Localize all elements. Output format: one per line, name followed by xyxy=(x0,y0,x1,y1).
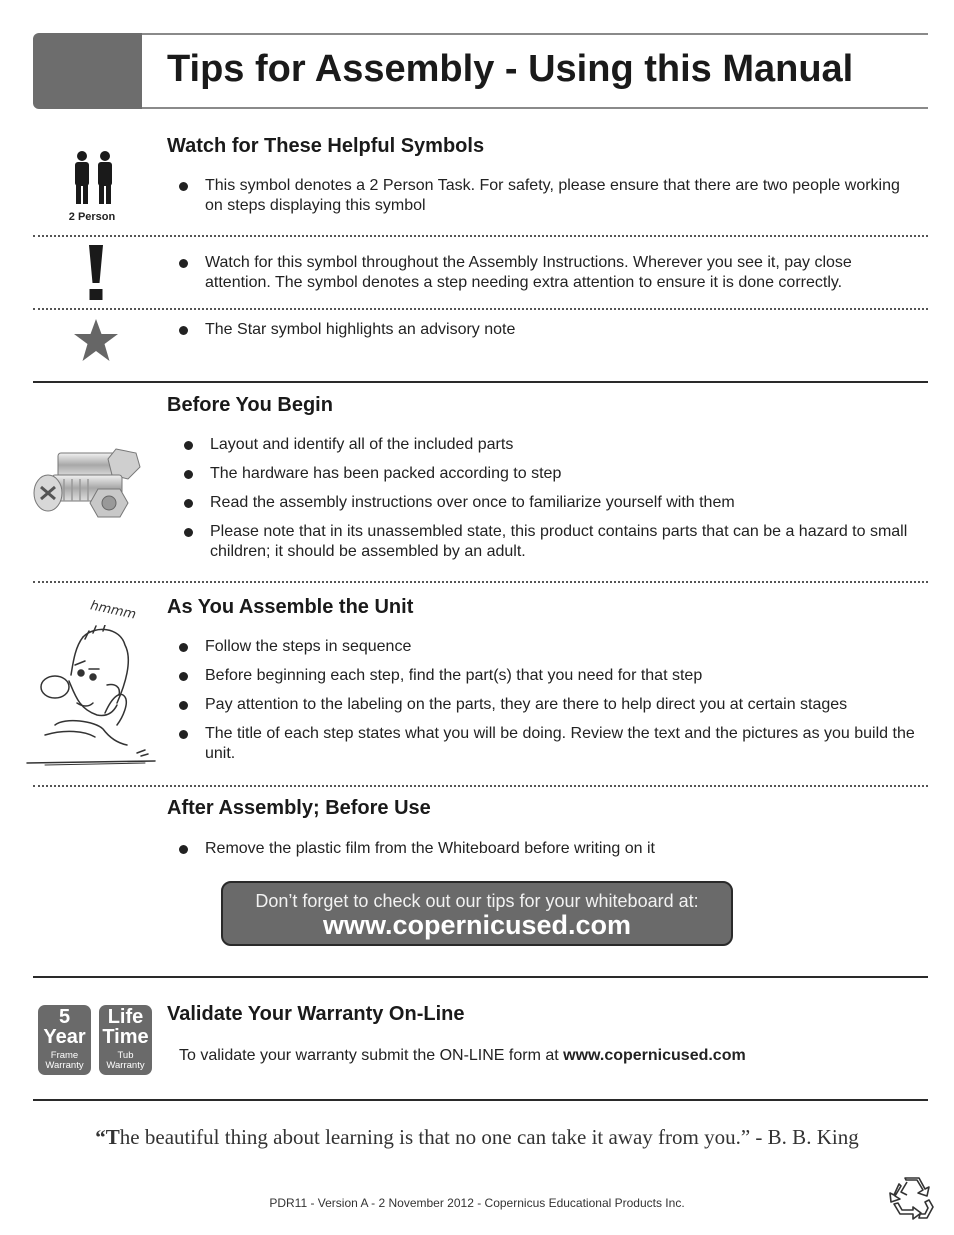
section-divider xyxy=(33,381,928,383)
section-divider xyxy=(33,1099,928,1101)
header-rule-top xyxy=(142,33,928,35)
quote xyxy=(0,1125,954,1150)
badge-line: Life xyxy=(107,1006,144,1028)
star-icon xyxy=(73,318,119,362)
list-item: Pay attention to the labeling on the parts, they are there to help direct you at certain stages xyxy=(205,695,915,715)
header-tab xyxy=(33,33,142,109)
footer-text: PDR11 - Version A - 2 November 2012 - Copernicus Educational Products Inc. xyxy=(269,1196,685,1210)
list-item: Follow the steps in sequence xyxy=(205,637,915,657)
dotted-divider xyxy=(33,581,928,583)
badge-line: Time xyxy=(102,1026,149,1048)
callout-text: Don’t forget to check out our tips for your whiteboard at: xyxy=(255,891,699,911)
website-callout xyxy=(221,881,733,946)
badge-line: Warranty xyxy=(106,1060,145,1071)
header-rule-bottom xyxy=(142,107,928,109)
thinking-boy-icon xyxy=(25,625,160,770)
quote-first-letter: “T xyxy=(95,1125,120,1149)
page-title: Tips for Assembly - Using this Manual xyxy=(167,48,854,90)
hardware-icon xyxy=(28,445,144,523)
badge-line: Warranty xyxy=(45,1060,84,1071)
list-item: Please note that in its unassembled state, this product contains parts that can be a hazard to small children; it should be assembled by an adult. xyxy=(210,522,910,561)
warranty-text: To validate your warranty submit the ON-LINE form at xyxy=(179,1047,564,1064)
after-heading: After Assembly; Before Use xyxy=(167,797,431,819)
callout-url-link[interactable]: www.copernicused.com xyxy=(322,910,632,940)
five-year-warranty-badge xyxy=(38,1005,91,1075)
assemble-list xyxy=(205,637,915,763)
dotted-divider xyxy=(33,235,928,237)
list-item: Remove the plastic film from the Whiteboard before writing on it xyxy=(205,839,915,859)
list-item: Layout and identify all of the included parts xyxy=(210,435,910,455)
section-divider xyxy=(33,976,928,978)
before-heading: Before You Begin xyxy=(167,394,333,416)
symbols-heading: Watch for These Helpful Symbols xyxy=(167,135,485,157)
warranty-text-line xyxy=(179,1047,746,1065)
list-item: The title of each step states what you will be doing. Review the text and the pictures as you build the unit. xyxy=(205,725,915,762)
list-item: Read the assembly instructions over once to familiarize yourself with them xyxy=(210,493,910,513)
after-list xyxy=(205,839,915,859)
list-item: The Star symbol highlights an advisory note xyxy=(205,320,915,340)
assemble-heading: As You Assemble the Unit xyxy=(167,596,414,618)
warranty-heading: Validate Your Warranty On-Line xyxy=(167,1003,465,1025)
symbol-note-list-2 xyxy=(205,253,915,292)
list-item: This symbol denotes a 2 Person Task. For safety, please ensure that there are two people working on steps displaying this symbol xyxy=(205,176,915,215)
symbol-note-list-3 xyxy=(205,320,915,340)
badge-line: Frame xyxy=(50,1050,79,1061)
badge-line: Year xyxy=(43,1026,86,1048)
symbol-note-list-1 xyxy=(205,176,915,215)
list-item: Watch for this symbol throughout the Assembly Instructions. Wherever you see it, pay close attention. The symbol denotes a step needing extra attention to ensure it is done correctly. xyxy=(205,253,915,292)
list-item: The hardware has been packed according to step xyxy=(210,464,910,484)
recycle-icon xyxy=(889,1176,937,1222)
exclamation-icon xyxy=(86,245,106,301)
badge-line: Tub xyxy=(117,1050,134,1061)
dotted-divider xyxy=(33,785,928,787)
before-list xyxy=(210,435,910,561)
quote-text: he beautiful thing about learning is that no one can take it away from you.” - B. B. King xyxy=(119,1125,859,1149)
two-person-label: 2 Person xyxy=(68,211,116,223)
dotted-divider xyxy=(33,308,928,310)
badge-line: 5 xyxy=(58,1006,71,1028)
list-item: Before beginning each step, find the part(s) that you need for that step xyxy=(205,666,915,686)
lifetime-warranty-badge xyxy=(99,1005,152,1075)
thinking-text: hmmm xyxy=(88,598,138,623)
warranty-url-link[interactable]: www.copernicused.com xyxy=(563,1047,746,1064)
two-person-icon xyxy=(70,150,118,206)
